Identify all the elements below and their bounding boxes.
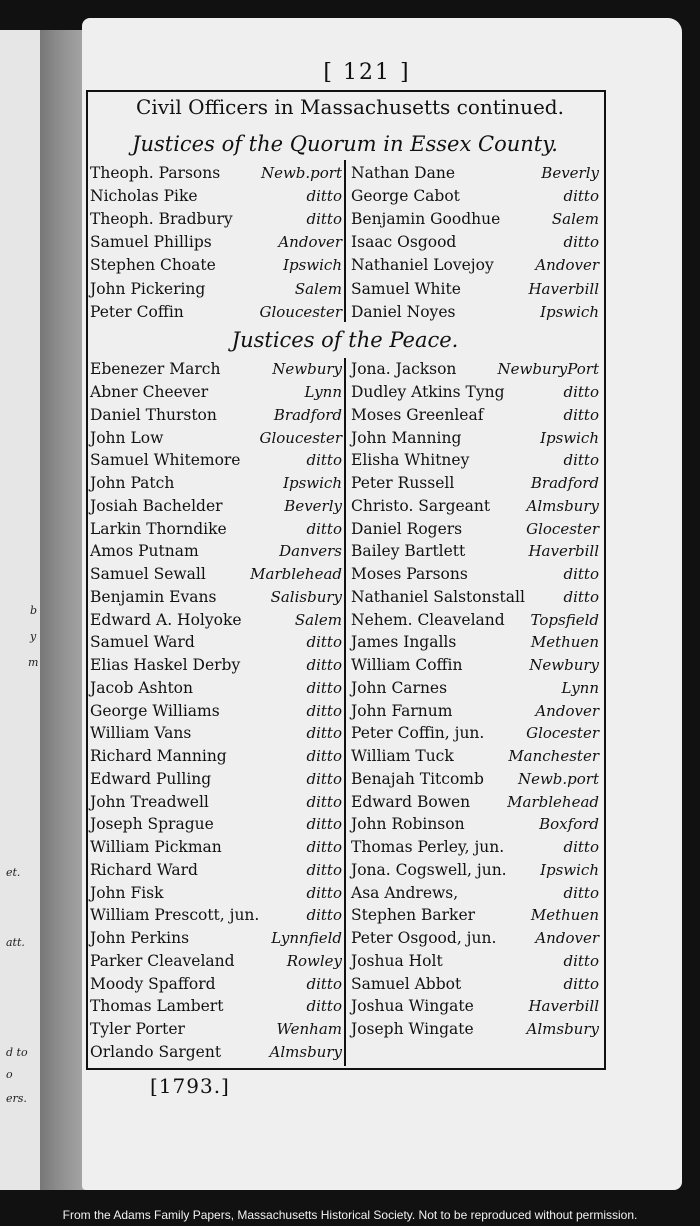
officer-name: Elisha Whitney [351,451,470,470]
town-name: Andover [535,701,599,720]
officer-name: Benajah Titcomb [351,769,484,788]
right-entry [345,542,602,560]
left-entry [88,611,345,629]
table-row [88,1041,602,1064]
officer-name: Isaac Osgood [351,233,457,252]
officer-name: George Cabot [351,186,460,205]
town-name: Almsbury [526,496,599,515]
officer-name: Samuel Whitemore [90,451,241,470]
right-entry [345,793,602,811]
town-name: Gloucester [259,428,342,447]
town-name: Danvers [279,542,342,561]
officer-name: Asa Andrews, [351,883,459,902]
table-row [88,426,602,449]
table-row [88,950,602,973]
officer-name: Nehem. Cleaveland [351,610,505,629]
table-row [88,358,602,381]
town-name: Marblehead [507,792,599,811]
left-entry [88,884,345,902]
table-row [88,995,602,1018]
town-name: Ipswich [283,474,342,493]
right-entry [345,360,602,378]
officer-name: Peter Russell [351,474,455,493]
left-entry [88,929,345,947]
officer-name: Daniel Thurston [90,405,217,424]
table-row [88,161,602,184]
town-name: Andover [535,929,599,948]
town-name: Almsbury [269,1042,342,1061]
town-name: Lynn [561,678,599,697]
section-title-quorum: Justices of the Quorum in Essex County. [132,132,558,156]
officer-name: Thomas Perley, jun. [351,838,505,857]
officer-name: John Low [90,428,164,447]
officer-name: Thomas Lambert [90,997,224,1016]
officer-name: Moses Parsons [351,565,468,584]
right-entry [345,1020,602,1038]
town-name: ditto [563,883,599,902]
town-name: Beverly [284,496,342,515]
town-name: Wenham [276,1020,342,1039]
town-name: ditto [563,383,599,402]
town-name: ditto [306,747,342,766]
table-row [88,586,602,609]
officer-name: Stephen Choate [90,256,216,275]
town-name: ditto [306,838,342,857]
officer-name: Jona. Cogswell, jun. [351,860,507,879]
town-name: ditto [563,565,599,584]
town-name: Newbury [272,360,342,379]
officer-name: Tyler Porter [90,1020,185,1039]
left-entry [88,724,345,742]
officer-name: Bailey Bartlett [351,542,466,561]
officer-name: John Manning [351,428,462,447]
officer-name: Samuel Sewall [90,565,206,584]
right-entry [345,656,602,674]
town-name: Haverbill [528,542,599,561]
left-entry [88,656,345,674]
year-mark: [1793.] [150,1074,230,1098]
officer-name: Benjamin Goodhue [351,209,501,228]
left-entry [88,520,345,538]
left-entry [88,588,345,606]
officer-name: John Robinson [351,815,465,834]
table-row [88,608,602,631]
officer-name: John Fisk [90,883,164,902]
town-name: ditto [306,209,342,228]
left-entry [88,210,345,228]
left-entry [88,256,345,274]
right-entry [345,303,602,321]
right-entry [345,520,602,538]
right-entry [345,187,602,205]
facing-page-fragment: ers. [6,1092,27,1105]
table-row [88,654,602,677]
table-row [88,790,602,813]
table-row [88,449,602,472]
officer-name: Ebenezer March [90,360,221,379]
officer-name: John Perkins [90,929,190,948]
left-entry [88,952,345,970]
officer-name: Elias Haskel Derby [90,656,241,675]
right-entry [345,233,602,251]
table-row [88,677,602,700]
town-name: Gloucester [259,302,342,321]
officer-name: Josiah Bachelder [90,496,223,515]
town-name: Haverbill [528,279,599,298]
officer-name: Richard Manning [90,747,227,766]
right-entry [345,588,602,606]
town-name: ditto [306,815,342,834]
town-name: ditto [563,838,599,857]
table-row [88,881,602,904]
town-name: Bradford [273,405,342,424]
section-title-peace: Justices of the Peace. [231,328,459,352]
officer-name: John Farnum [351,701,453,720]
facing-page-fragment: o [6,1068,13,1081]
town-name: ditto [306,451,342,470]
town-name: Ipswich [540,302,599,321]
town-name: ditto [563,186,599,205]
table-row [88,540,602,563]
facing-page-fragment: att. [6,936,25,949]
table-row [88,404,602,427]
officer-name: Peter Coffin [90,302,184,321]
left-entry [88,747,345,765]
town-name: Methuen [530,906,599,925]
town-name: Salem [551,209,599,228]
right-entry [345,679,602,697]
right-entry [345,975,602,993]
right-entry [345,451,602,469]
officer-name: Samuel Phillips [90,233,212,252]
officer-name: John Pickering [90,279,206,298]
facing-page-fragment: d to [6,1046,28,1059]
officer-name: Joseph Wingate [351,1020,474,1039]
page-number: [ 121 ] [323,60,411,85]
facing-page-edge [0,30,44,1190]
town-name: Bradford [530,474,599,493]
left-entry [88,861,345,879]
right-entry [345,611,602,629]
peace-table [88,358,602,1063]
officer-name: Samuel Abbot [351,974,462,993]
town-name: ditto [306,519,342,538]
left-entry [88,429,345,447]
officer-name: Theoph. Bradbury [90,209,233,228]
left-entry [88,815,345,833]
book-gutter [40,30,88,1190]
table-row [88,184,602,207]
left-entry [88,542,345,560]
table-row [88,517,602,540]
officer-name: Daniel Noyes [351,302,456,321]
town-name: ditto [306,656,342,675]
left-entry [88,474,345,492]
left-entry [88,906,345,924]
officer-name: Moody Spafford [90,974,216,993]
town-name: ditto [563,974,599,993]
right-entry [345,952,602,970]
right-entry [345,838,602,856]
copyright-footer: From the Adams Family Papers, Massachusetts Historical Society. Not to be reproduced without permission. [62,1208,638,1222]
officer-name: Samuel White [351,279,461,298]
left-entry [88,1020,345,1038]
table-row [88,631,602,654]
table-row [88,836,602,859]
left-entry [88,702,345,720]
officer-name: George Williams [90,701,220,720]
town-name: ditto [563,951,599,970]
town-name: ditto [563,233,599,252]
running-head: Civil Officers in Massachusetts continued. [136,95,564,119]
officer-name: Larkin Thorndike [90,519,227,538]
town-name: Ipswich [540,860,599,879]
right-entry [345,724,602,742]
table-row [88,495,602,518]
town-name: Topsfield [530,610,599,629]
table-row [88,381,602,404]
town-name: ditto [306,701,342,720]
officer-name: William Coffin [351,656,463,675]
town-name: Methuen [530,633,599,652]
town-name: Andover [278,233,342,252]
town-name: ditto [306,883,342,902]
officer-name: John Patch [90,474,175,493]
officer-name: Peter Coffin, jun. [351,724,485,743]
right-entry [345,633,602,651]
town-name: Lynnfield [271,929,342,948]
right-entry [345,565,602,583]
town-name: Rowley [286,951,342,970]
right-entry [345,906,602,924]
left-entry [88,633,345,651]
officer-name: Parker Cleaveland [90,951,235,970]
left-entry [88,406,345,424]
officer-name: Nathan Dane [351,163,455,182]
left-entry [88,303,345,321]
officer-name: William Vans [90,724,192,743]
left-entry [88,997,345,1015]
table-row [88,254,602,277]
left-entry [88,793,345,811]
right-entry [345,406,602,424]
town-name: Andover [535,256,599,275]
facing-page-fragment: et. [6,866,21,879]
town-name: ditto [306,906,342,925]
right-entry [345,256,602,274]
left-entry [88,497,345,515]
town-name: Ipswich [540,428,599,447]
table-row [88,722,602,745]
table-row [88,745,602,768]
officer-name: John Carnes [351,678,448,697]
right-entry [345,997,602,1015]
right-entry [345,770,602,788]
left-entry [88,187,345,205]
left-entry [88,770,345,788]
table-row [88,231,602,254]
officer-name: Theoph. Parsons [90,163,221,182]
officer-name: Nathaniel Lovejoy [351,256,494,275]
right-entry [345,815,602,833]
town-name: Salem [294,610,342,629]
right-entry [345,383,602,401]
town-name: ditto [306,997,342,1016]
town-name: Ipswich [283,256,342,275]
left-entry [88,1043,345,1061]
town-name: Newbury [529,656,599,675]
town-name: ditto [563,405,599,424]
officer-name: William Tuck [351,747,454,766]
officer-name: Daniel Rogers [351,519,463,538]
officer-name: Orlando Sargent [90,1042,222,1061]
officer-name: Stephen Barker [351,906,476,925]
town-name: ditto [563,451,599,470]
officer-name: Edward Pulling [90,769,212,788]
right-entry [345,497,602,515]
table-row [88,927,602,950]
town-name: ditto [306,724,342,743]
town-name: ditto [306,678,342,697]
officer-name: Edward Bowen [351,792,471,811]
officer-name: Peter Osgood, jun. [351,929,497,948]
town-name: Boxford [539,815,599,834]
right-entry [345,702,602,720]
town-name: ditto [306,792,342,811]
town-name: ditto [563,587,599,606]
officer-name: Dudley Atkins Tyng [351,383,505,402]
facing-page-fragment: y [30,630,37,643]
officer-name: Samuel Ward [90,633,195,652]
officer-name: Jacob Ashton [90,678,193,697]
town-name: Marblehead [250,565,342,584]
facing-page-fragment: m [28,656,39,669]
town-name: Salisbury [270,587,342,606]
town-name: ditto [306,974,342,993]
table-row [88,277,602,300]
town-name: NewburyPort [497,360,599,379]
town-name: ditto [306,769,342,788]
table-row [88,699,602,722]
right-entry [345,429,602,447]
facing-page-fragment: b [30,604,38,617]
officer-name: John Treadwell [90,792,209,811]
officer-name: Richard Ward [90,860,198,879]
officer-name: Benjamin Evans [90,587,217,606]
right-entry [345,474,602,492]
right-entry [345,747,602,765]
right-entry [345,210,602,228]
town-name: Newb.port [517,769,599,788]
table-row [88,207,602,230]
table-row [88,904,602,927]
officer-name: Joseph Sprague [90,815,214,834]
table-row [88,972,602,995]
town-name: Haverbill [528,997,599,1016]
left-entry [88,233,345,251]
right-entry [345,164,602,182]
town-name: Almsbury [526,1020,599,1039]
town-name: Manchester [508,747,599,766]
officer-name: Nathaniel Salstonstall [351,587,525,606]
officer-name: William Prescott, jun. [90,906,260,925]
officer-name: Edward A. Holyoke [90,610,242,629]
officer-name: James Ingalls [351,633,457,652]
officer-name: William Pickman [90,838,222,857]
left-entry [88,383,345,401]
table-row [88,300,602,323]
left-entry [88,451,345,469]
town-name: Newb.port [260,163,342,182]
town-name: Beverly [541,163,599,182]
right-entry [345,280,602,298]
left-entry [88,565,345,583]
table-row [88,768,602,791]
left-entry [88,360,345,378]
officer-name: Joshua Wingate [351,997,474,1016]
town-name: ditto [306,633,342,652]
left-entry [88,280,345,298]
officer-name: Jona. Jackson [351,360,457,379]
left-entry [88,679,345,697]
town-name: Lynn [304,383,342,402]
officer-name: Amos Putnam [90,542,199,561]
town-name: ditto [306,186,342,205]
town-name: ditto [306,860,342,879]
right-entry [345,884,602,902]
left-entry [88,164,345,182]
town-name: Salem [294,279,342,298]
town-name: Glocester [526,724,599,743]
table-row [88,563,602,586]
table-row [88,813,602,836]
left-entry [88,838,345,856]
left-entry [88,975,345,993]
officer-name: Nicholas Pike [90,186,198,205]
quorum-table [88,161,602,323]
town-name: Glocester [526,519,599,538]
table-row [88,472,602,495]
officer-name: Abner Cheever [90,383,209,402]
officer-name: Joshua Holt [351,951,443,970]
right-entry [345,929,602,947]
table-row [88,1018,602,1041]
officer-name: Moses Greenleaf [351,405,484,424]
table-row [88,859,602,882]
right-entry [345,861,602,879]
officer-name: Christo. Sargeant [351,496,491,515]
